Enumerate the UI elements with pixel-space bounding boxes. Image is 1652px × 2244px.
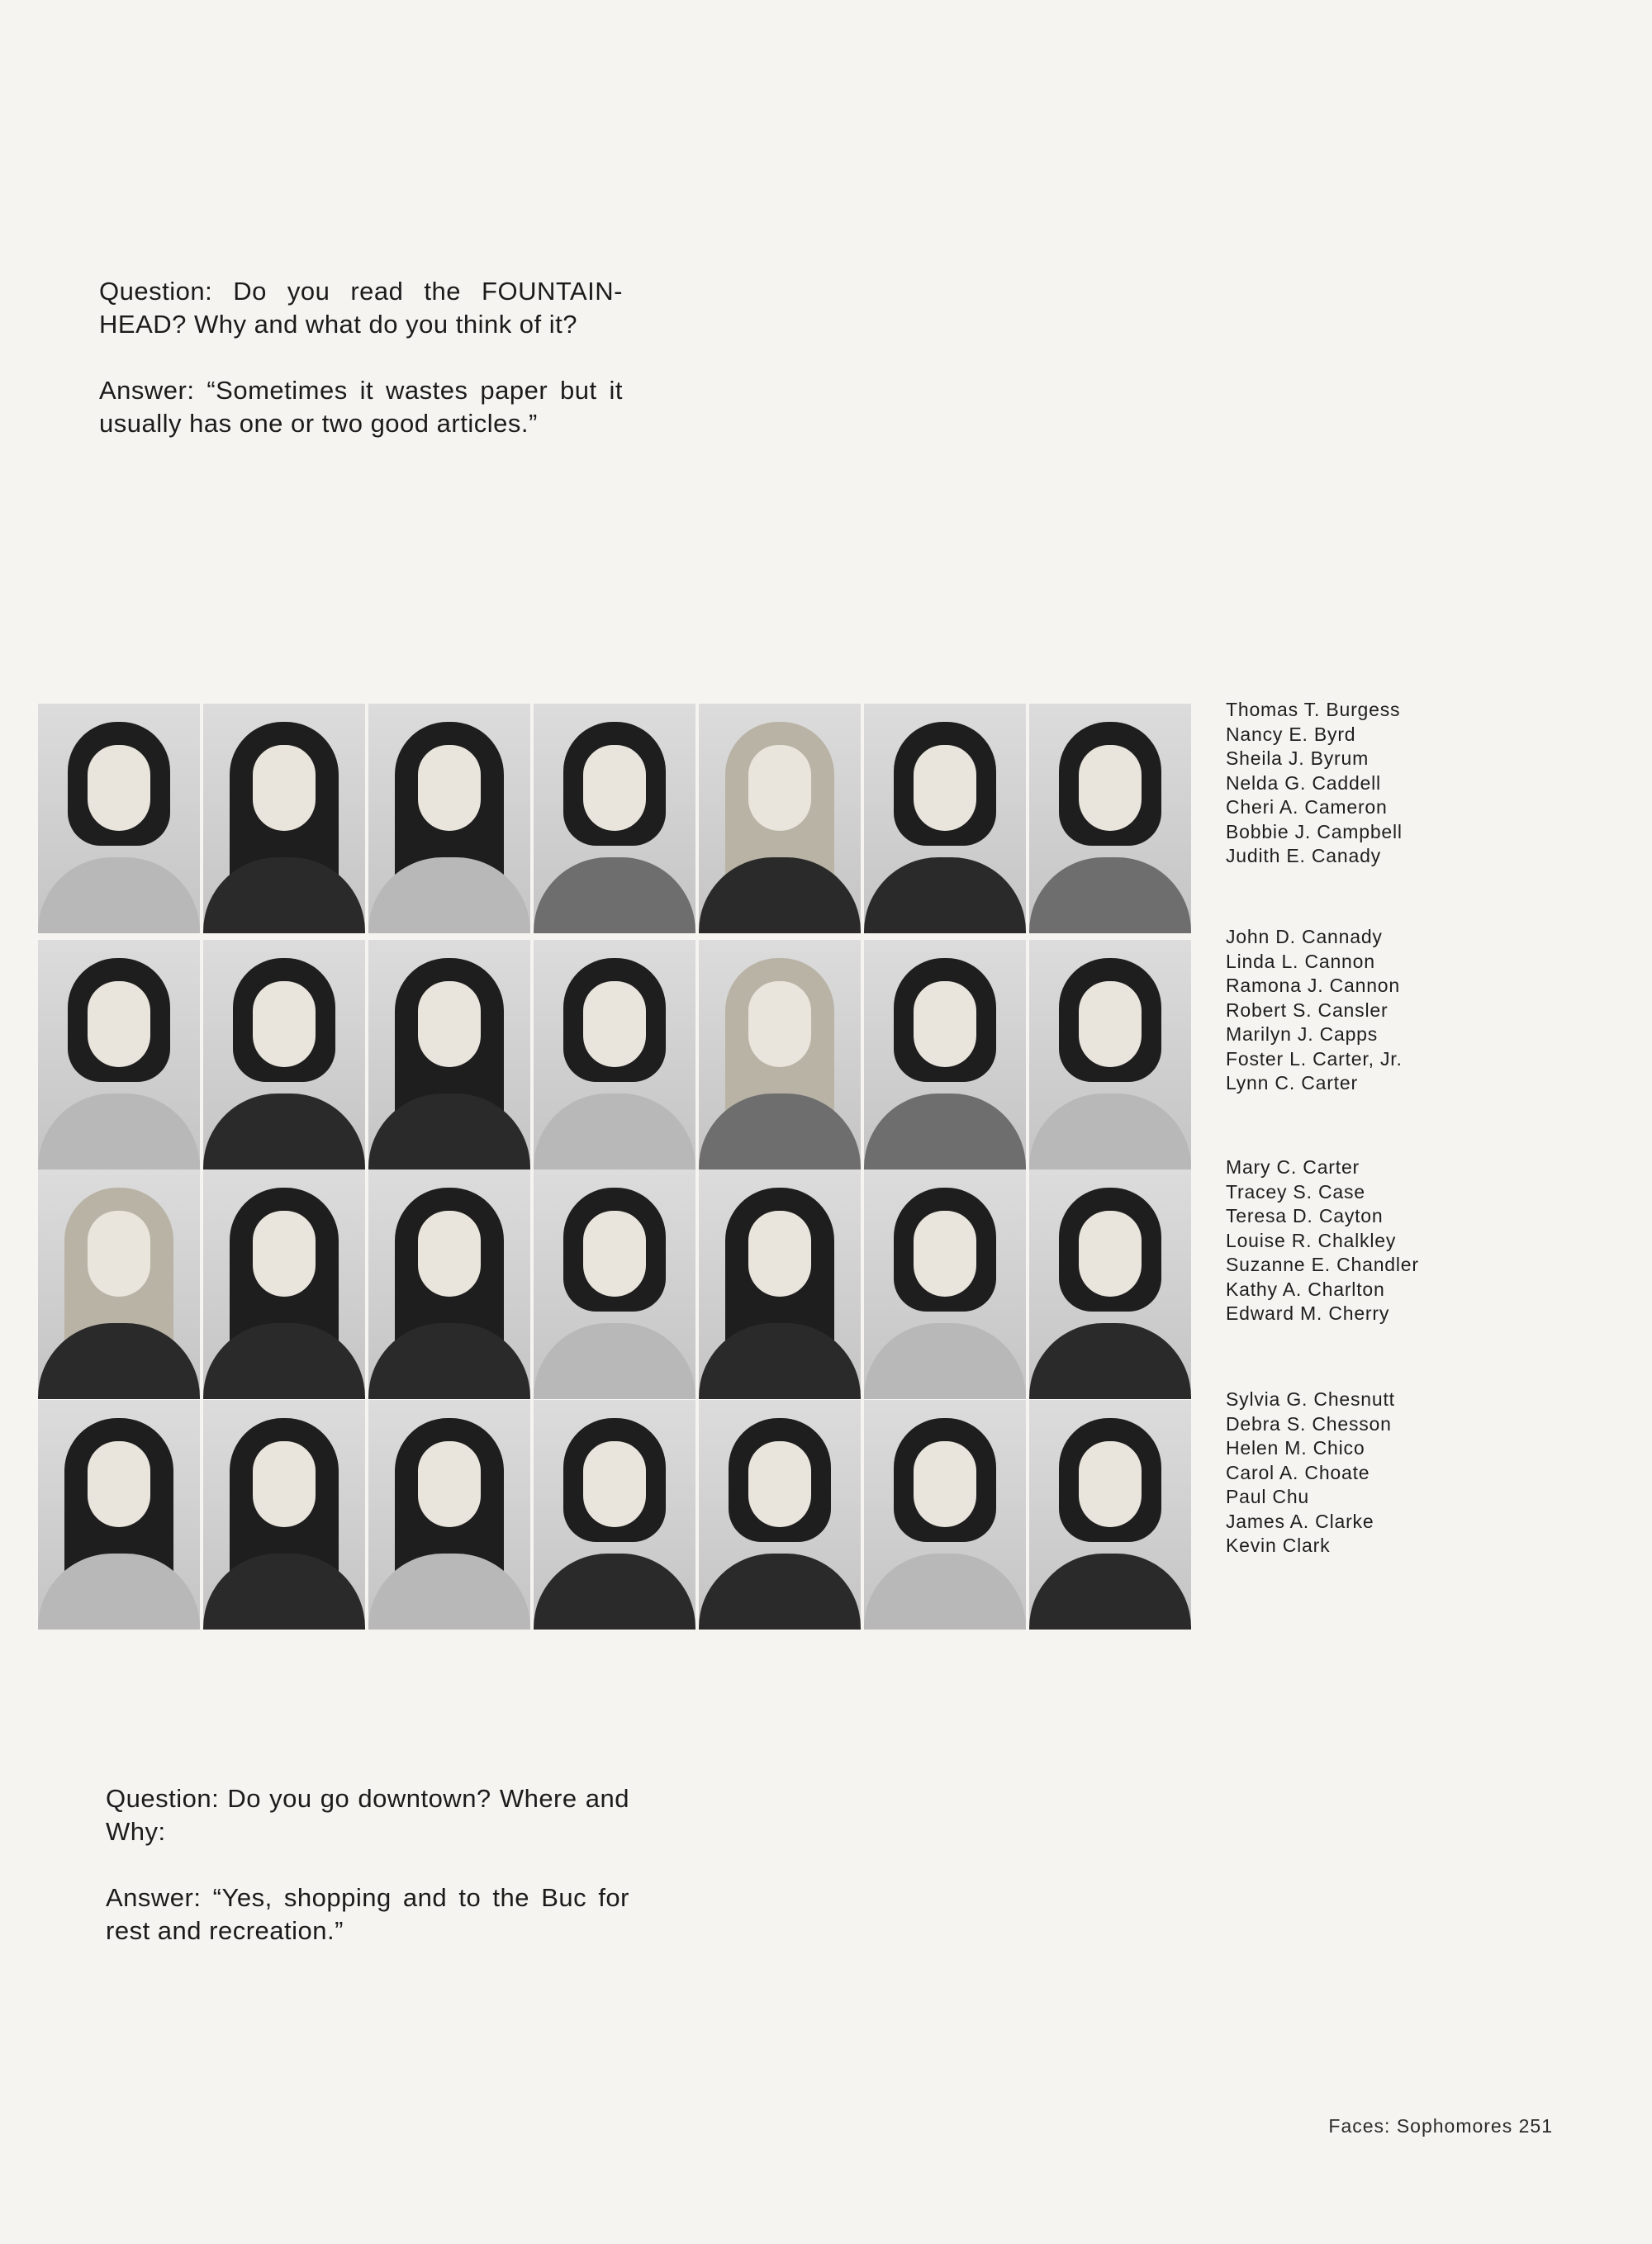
portrait-face bbox=[583, 981, 646, 1067]
name-list-row-2 bbox=[1226, 925, 1403, 1096]
question-answer-top bbox=[99, 275, 623, 440]
portrait-photo bbox=[534, 704, 695, 933]
portrait-face bbox=[1079, 745, 1142, 831]
portrait-row bbox=[38, 704, 1194, 933]
student-name: Sheila J. Byrum bbox=[1226, 747, 1370, 769]
portrait-face bbox=[88, 1211, 150, 1297]
portrait-face bbox=[748, 745, 811, 831]
portrait-shoulders bbox=[38, 1554, 200, 1630]
portrait-photo bbox=[534, 940, 695, 1169]
portrait-face bbox=[748, 1211, 811, 1297]
portrait-photo bbox=[699, 940, 861, 1169]
portrait-photo bbox=[38, 704, 200, 933]
student-name: James A. Clarke bbox=[1226, 1510, 1374, 1532]
portrait-photo bbox=[699, 704, 861, 933]
portrait-row bbox=[38, 1169, 1194, 1399]
portrait-photo bbox=[38, 940, 200, 1169]
student-name: Nancy E. Byrd bbox=[1226, 723, 1356, 745]
portrait-shoulders bbox=[1029, 1094, 1191, 1169]
portrait-face bbox=[583, 745, 646, 831]
portrait-face bbox=[914, 1211, 976, 1297]
portrait-row bbox=[38, 940, 1194, 1169]
question-text: Question: Do you go downtown? Where and Why: bbox=[106, 1784, 629, 1846]
portrait-shoulders bbox=[368, 857, 530, 933]
portrait-photo bbox=[368, 704, 530, 933]
student-name: Kathy A. Charlton bbox=[1226, 1278, 1385, 1300]
portrait-face bbox=[88, 745, 150, 831]
portrait-face bbox=[914, 1441, 976, 1527]
portrait-shoulders bbox=[38, 857, 200, 933]
student-name: Marilyn J. Capps bbox=[1226, 1023, 1379, 1045]
portrait-shoulders bbox=[699, 1323, 861, 1399]
portrait-face bbox=[1079, 1211, 1142, 1297]
question-answer-bottom bbox=[106, 1782, 629, 1947]
portrait-shoulders bbox=[1029, 1554, 1191, 1630]
portrait-face bbox=[253, 1211, 316, 1297]
portrait-shoulders bbox=[534, 1554, 695, 1630]
name-list-row-3 bbox=[1226, 1155, 1419, 1326]
portrait-photo bbox=[1029, 940, 1191, 1169]
portrait-face bbox=[418, 981, 481, 1067]
portrait-shoulders bbox=[203, 1094, 365, 1169]
student-name: Nelda G. Caddell bbox=[1226, 771, 1381, 794]
portrait-shoulders bbox=[368, 1094, 530, 1169]
portrait-photo bbox=[534, 1169, 695, 1399]
portrait-face bbox=[1079, 1441, 1142, 1527]
portrait-face bbox=[418, 1211, 481, 1297]
portrait-photo bbox=[368, 1169, 530, 1399]
student-name: Mary C. Carter bbox=[1226, 1156, 1360, 1178]
portrait-photo bbox=[864, 940, 1026, 1169]
portrait-shoulders bbox=[864, 1323, 1026, 1399]
question-text: Question: Do you read the FOUNTAIN-HEAD? Why and what do you think of it? bbox=[99, 277, 623, 339]
portrait-photo bbox=[1029, 1400, 1191, 1630]
answer-text: Answer: “Yes, shopping and to the Buc for rest and recreation.” bbox=[106, 1883, 629, 1945]
portrait-photo bbox=[699, 1400, 861, 1630]
portrait-shoulders bbox=[534, 1323, 695, 1399]
student-name: Ramona J. Cannon bbox=[1226, 975, 1400, 996]
portrait-face bbox=[253, 981, 316, 1067]
portrait-shoulders bbox=[699, 1554, 861, 1630]
student-name: Carol A. Choate bbox=[1226, 1461, 1370, 1483]
student-name: Helen M. Chico bbox=[1226, 1437, 1365, 1459]
student-name: Kevin Clark bbox=[1226, 1535, 1331, 1556]
portrait-photo bbox=[203, 1169, 365, 1399]
portrait-photo bbox=[864, 1400, 1026, 1630]
student-name: Foster L. Carter, Jr. bbox=[1226, 1047, 1403, 1070]
portrait-shoulders bbox=[38, 1094, 200, 1169]
portrait-shoulders bbox=[1029, 1323, 1191, 1399]
portrait-shoulders bbox=[203, 1554, 365, 1630]
portrait-photo bbox=[203, 940, 365, 1169]
portrait-face bbox=[418, 1441, 481, 1527]
name-list-row-1 bbox=[1226, 698, 1403, 869]
portrait-face bbox=[583, 1441, 646, 1527]
portrait-face bbox=[88, 981, 150, 1067]
portrait-shoulders bbox=[864, 1094, 1026, 1169]
portrait-face bbox=[1079, 981, 1142, 1067]
portrait-face bbox=[418, 745, 481, 831]
portrait-shoulders bbox=[203, 1323, 365, 1399]
student-name: Linda L. Cannon bbox=[1226, 950, 1375, 972]
student-name: Cheri A. Cameron bbox=[1226, 796, 1388, 818]
portrait-photo bbox=[203, 1400, 365, 1630]
answer-text: Answer: “Sometimes it wastes paper but it usually has one or two good articles.” bbox=[99, 376, 623, 438]
portrait-shoulders bbox=[534, 1094, 695, 1169]
portrait-photo bbox=[38, 1169, 200, 1399]
student-name: Bobbie J. Campbell bbox=[1226, 820, 1403, 842]
portrait-photo bbox=[864, 1169, 1026, 1399]
student-name: Sylvia G. Chesnutt bbox=[1226, 1388, 1395, 1410]
portrait-face bbox=[583, 1211, 646, 1297]
page-footer: Faces: Sophomores 251 bbox=[1328, 2115, 1553, 2137]
student-name: Lynn C. Carter bbox=[1226, 1072, 1358, 1094]
portrait-shoulders bbox=[864, 1554, 1026, 1630]
portrait-face bbox=[88, 1441, 150, 1527]
student-name: Thomas T. Burgess bbox=[1226, 699, 1401, 720]
student-name: Debra S. Chesson bbox=[1226, 1412, 1392, 1435]
portrait-shoulders bbox=[368, 1554, 530, 1630]
student-name: Tracey S. Case bbox=[1226, 1180, 1365, 1203]
student-name: Edward M. Cherry bbox=[1226, 1302, 1390, 1324]
portrait-face bbox=[748, 1441, 811, 1527]
portrait-face bbox=[253, 745, 316, 831]
portrait-photo bbox=[368, 940, 530, 1169]
portrait-shoulders bbox=[1029, 857, 1191, 933]
portrait-shoulders bbox=[203, 857, 365, 933]
student-name: Suzanne E. Chandler bbox=[1226, 1254, 1419, 1275]
portrait-shoulders bbox=[699, 857, 861, 933]
portrait-shoulders bbox=[368, 1323, 530, 1399]
portrait-face bbox=[748, 981, 811, 1067]
portrait-photo bbox=[203, 704, 365, 933]
portrait-grid bbox=[38, 704, 1194, 1629]
portrait-shoulders bbox=[864, 857, 1026, 933]
student-name: Paul Chu bbox=[1226, 1486, 1310, 1507]
portrait-shoulders bbox=[38, 1323, 200, 1399]
portrait-photo bbox=[38, 1400, 200, 1630]
student-name: Robert S. Cansler bbox=[1226, 999, 1389, 1021]
portrait-shoulders bbox=[699, 1094, 861, 1169]
student-name: Judith E. Canady bbox=[1226, 845, 1381, 866]
portrait-photo bbox=[368, 1400, 530, 1630]
portrait-shoulders bbox=[534, 857, 695, 933]
portrait-photo bbox=[699, 1169, 861, 1399]
portrait-photo bbox=[864, 704, 1026, 933]
portrait-photo bbox=[534, 1400, 695, 1630]
student-name: Louise R. Chalkley bbox=[1226, 1229, 1397, 1251]
portrait-face bbox=[914, 981, 976, 1067]
portrait-photo bbox=[1029, 704, 1191, 933]
portrait-photo bbox=[1029, 1169, 1191, 1399]
portrait-row bbox=[38, 1400, 1194, 1630]
name-list-row-4 bbox=[1226, 1388, 1395, 1558]
student-name: John D. Cannady bbox=[1226, 926, 1383, 947]
student-name: Teresa D. Cayton bbox=[1226, 1205, 1384, 1226]
portrait-face bbox=[914, 745, 976, 831]
portrait-face bbox=[253, 1441, 316, 1527]
